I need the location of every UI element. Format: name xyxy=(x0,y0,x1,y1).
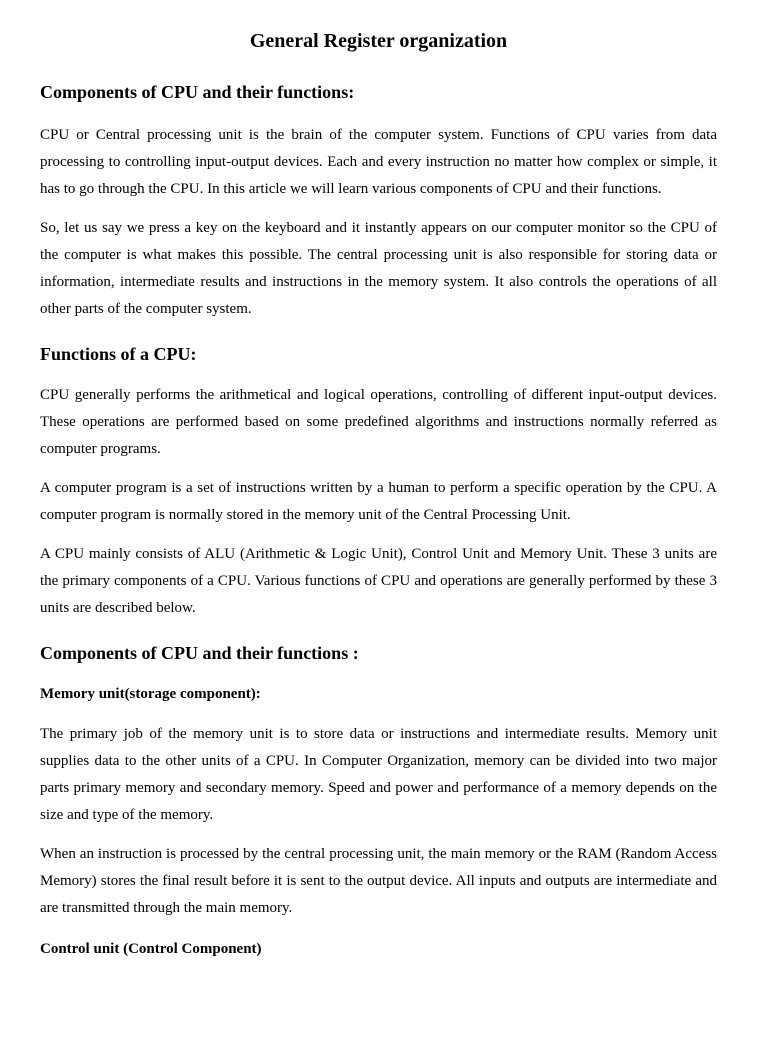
memory-paragraph-2: When an instruction is processed by the central processing unit, the main memory or the RAM (Random Access Memory) stores the final result before it is sent to the output device. All inputs and outputs are intermediate and are transmitted through the main memory. xyxy=(40,846,717,916)
memory-unit-heading: Memory unit(storage component): xyxy=(40,686,261,702)
components-heading-2: Components of CPU and their functions : xyxy=(40,643,359,663)
intro-paragraph-1: CPU or Central processing unit is the brain of the computer system. Functions of CPU varies from data processing to controlling input-output devices. Each and every instruction no matter how complex or simple, it has to go through the CPU. In this article we will learn various components of CPU and their functions. xyxy=(40,127,717,197)
memory-paragraph-1: The primary job of the memory unit is to store data or instructions and intermediate results. Memory unit supplies data to the other units of a CPU. In Computer Organization, memory can be divided into two major parts primary memory and secondary memory. Speed and power and performance of a memory depends on the size and type of the memory. xyxy=(40,726,717,823)
functions-paragraph-2: A computer program is a set of instructions written by a human to perform a specific operation by the CPU. A computer program is normally stored in the memory unit of the Central Processing Unit. xyxy=(40,480,717,523)
functions-heading: Functions of a CPU: xyxy=(40,344,197,364)
document-page xyxy=(0,29,768,1053)
intro-paragraph-2: So, let us say we press a key on the keyboard and it instantly appears on our computer monitor so the CPU of the computer is what makes this possible. The central processing unit is also responsible for storing data or information, intermediate results and instructions in the memory system. It also controls the operations of all other parts of the computer system. xyxy=(40,220,717,317)
document-title: General Register organization xyxy=(249,30,508,52)
functions-paragraph-1: CPU generally performs the arithmetical and logical operations, controlling of different input-output devices. These operations are performed based on some predefined algorithms and instructions normally referred as computer programs. xyxy=(40,387,717,457)
control-unit-heading: Control unit (Control Component) xyxy=(40,941,262,957)
components-heading: Components of CPU and their functions: xyxy=(40,82,355,102)
functions-paragraph-3: A CPU mainly consists of ALU (Arithmetic & Logic Unit), Control Unit and Memory Unit. These 3 units are the primary components of a CPU. Various functions of CPU and operations are generally performed by these 3 units are described below. xyxy=(40,546,717,616)
